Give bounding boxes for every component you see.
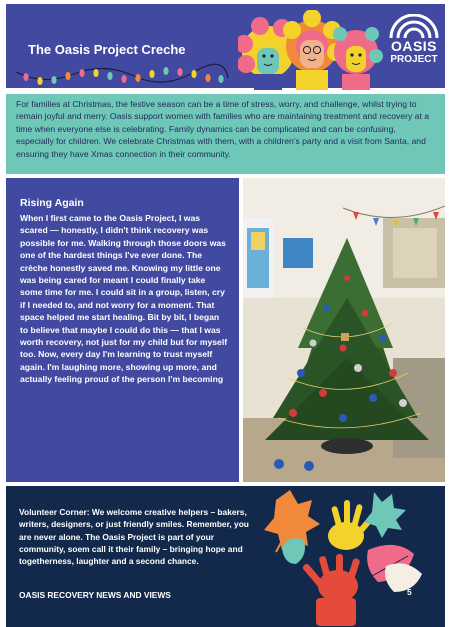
christmas-tree-photo [243,178,445,482]
footer-panel [6,486,445,627]
fairy-lights-illustration [14,62,229,88]
page-number: 5 [407,587,412,597]
header-banner [6,4,445,88]
page-title: The Oasis Project Creche [28,42,186,57]
story-body: When I first came to the Oasis Project, I was scared — honestly, I didn't think recovery was possible for me. Walking through those doors was one of the hardest things I've ever done. The crèche honestly saved me. Knowing my little one was being cared for meant I could finally take some time for me. I could sit in a group, listen, cry if I needed to, and not worry for a moment. That space helped me start healing. Bit by bit, I began to believe that maybe I could do this — that I was worth recovery, not just for my child but for myself too. Now, every day I'm learning to trust myself again. I'm laughing more, showing up more, and actually feeling proud of the person I'm becoming [20,213,228,385]
rainbow-arch-icon [381,14,447,40]
intro-banner: For families at Christmas, the festive season can be a time of stress, worry, and challenge, whilst trying to remain joyful and merry. Oasis support women with families who are maintaining treatment and recovery at a time when everyone else is celebrating. Family dynamics can be complicated and can be confusing, especially for children. We celebrate Christmas with them, with a children's party and a visit from Santa, and ensuring they have Xmas connection in their community. [6,94,445,174]
volunteer-corner-text: Volunteer Corner: We welcome creative helpers – bakers, writers, designers, or just friendly smiles. Remember, you are never alone. The Oasis Project is part of your community, soem call it their family – bringing hope and togetherness, laughter and a second chance. [19,507,249,567]
hands-leaves-illustration [246,488,436,627]
oasis-logo [381,14,447,74]
story-heading: Rising Again [20,197,84,209]
flower-faces-illustration [238,10,383,90]
newsletter-title: OASIS RECOVERY NEWS AND VIEWS [19,590,171,600]
story-panel [6,178,239,482]
logo-subtitle: PROJECT [390,54,438,65]
logo-wordmark: OASIS [390,38,438,54]
